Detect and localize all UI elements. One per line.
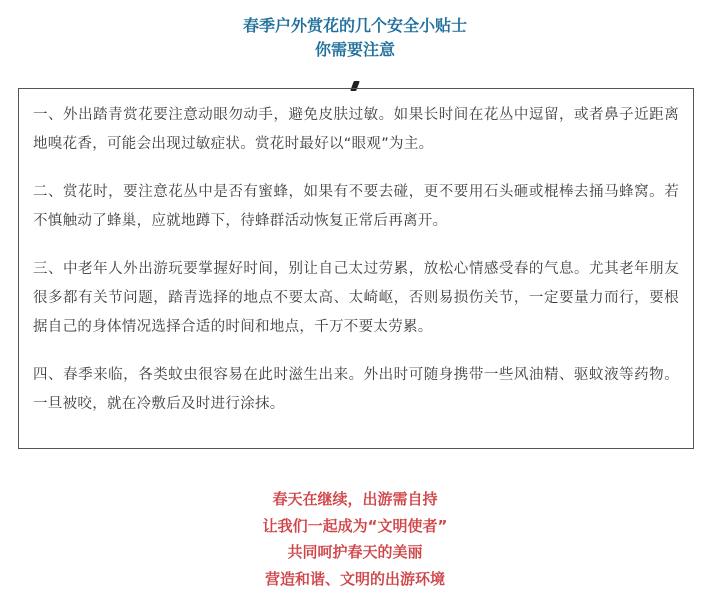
tip-paragraph-3: 三、中老年人外出游玩要掌握好时间，别让自己太过劳累，放松心情感受春的气息。尤其老年朋友很多都有关节问题，踏青选择的地点不要太高、太崎岖，否则易损伤关节，一定要量力而行，要根据自己的身体情况选择合适的时间和地点，千万不要太劳累。	[33, 261, 679, 335]
header-title-line-1: 春季户外赏花的几个安全小贴士	[242, 16, 467, 35]
slogan-line-3: 共同呵护春天的美丽	[287, 543, 423, 561]
tips-box	[18, 88, 694, 449]
tip-paragraph-1: 一、外出踏青赏花要注意动眼勿动手，避免皮肤过敏。如果长时间在花丛中逗留，或者鼻子近距离地嗅花香，可能会出现过敏症状。赏花时最好以“眼观”为主。	[33, 107, 679, 152]
header-title-line-2: 你需要注意	[314, 40, 395, 59]
slogan-line-4: 营造和谐、文明的出游环境	[264, 569, 445, 588]
slogan-line-2: 让我们一起成为“文明使者”	[262, 516, 448, 535]
closing-slogan	[0, 486, 710, 592]
tip-paragraph-4: 四、春季来临，各类蚊虫很容易在此时滋生出来。外出时可随身携带一些风油精、驱蚊液等药物。一旦被咬，就在冷敷后及时进行涂抹。	[33, 367, 679, 412]
slogan-line-1: 春天在继续，出游需自持	[272, 490, 438, 508]
article-header	[0, 14, 710, 62]
tip-paragraph-2: 二、赏花时，要注意花丛中是否有蜜蜂，如果有不要去碰，更不要用石头砸或棍棒去捅马蜂窝。若不慎触动了蜂巢，应就地蹲下，待蜂群活动恢复正常后再离开。	[33, 184, 679, 229]
